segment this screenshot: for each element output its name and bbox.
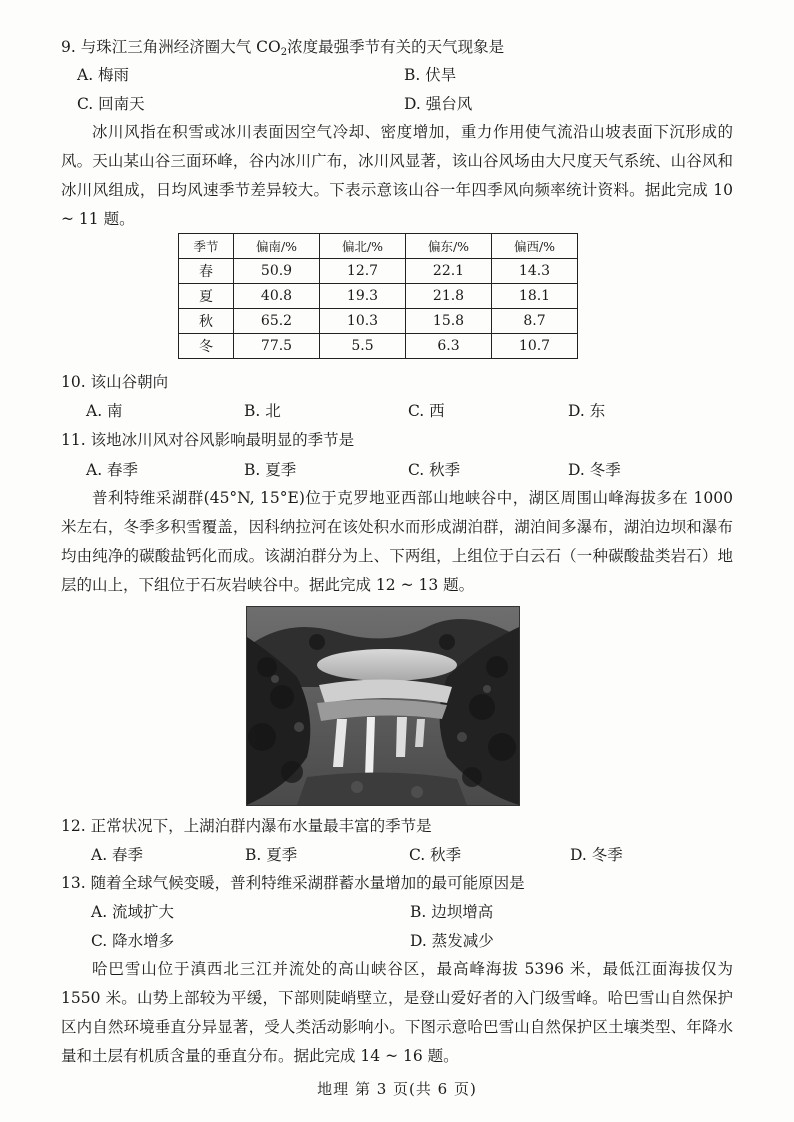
table-header-cell: 偏西/%	[492, 234, 578, 259]
q13-option-a: A. 流域扩大	[91, 903, 175, 921]
table-header-cell: 偏北/%	[320, 234, 406, 259]
table-cell: 10.3	[320, 309, 406, 334]
table-cell: 秋	[179, 309, 234, 334]
table-cell: 77.5	[234, 334, 320, 359]
question-11-stem: 11. 该地冰川风对谷风影响最明显的季节是	[61, 431, 355, 449]
q11-option-c: C. 秋季	[408, 461, 461, 479]
lake-waterfall-photo	[246, 606, 520, 806]
table-cell: 12.7	[320, 259, 406, 284]
table-row	[179, 284, 578, 309]
q11-option-b: B. 夏季	[244, 461, 297, 479]
table-cell: 65.2	[234, 309, 320, 334]
q9-option-a: A. 梅雨	[77, 66, 130, 84]
table-cell: 5.5	[320, 334, 406, 359]
question-13-stem: 13. 随着全球气候变暖，普利特维采湖群蓄水量增加的最可能原因是	[61, 874, 525, 892]
q11-option-a: A. 春季	[86, 461, 139, 479]
q10-option-d: D. 东	[568, 402, 606, 420]
question-10-stem: 10. 该山谷朝向	[61, 373, 169, 391]
passage-plitvice-lakes: 普利特维采湖群(45°N, 15°E)位于克罗地亚西部山地峡谷中，湖区周围山峰海拔多在 1000 米左右，冬季多积雪覆盖，因科纳拉河在该处积水而形成湖泊群，湖泊间多瀑布，湖泊边坝和瀑布均由纯净的碳酸盐钙化而成。该湖泊群分为上、下两组，上组位于白云石（一种碳酸盐类岩石）地层的山上，下组位于石灰岩峡谷中。据此完成 12 ~ 13 题。	[61, 489, 733, 594]
q13-option-c: C. 降水增多	[91, 932, 175, 950]
question-12-stem: 12. 正常状况下，上湖泊群内瀑布水量最丰富的季节是	[61, 817, 432, 835]
question-9-stem: 9. 与珠江三角洲经济圈大气 $CO_2$浓度最强季节有关的天气现象是	[61, 38, 505, 58]
wind-frequency-table	[178, 233, 578, 359]
q10-option-b: B. 北	[244, 402, 281, 420]
q12-option-a: A. 春季	[91, 846, 144, 864]
table-cell: 21.8	[406, 284, 492, 309]
table-cell: 19.3	[320, 284, 406, 309]
table-cell: 14.3	[492, 259, 578, 284]
table-cell: 15.8	[406, 309, 492, 334]
q10-option-a: A. 南	[86, 402, 123, 420]
table-cell: 18.1	[492, 284, 578, 309]
table-cell: 6.3	[406, 334, 492, 359]
q9-option-b: B. 伏旱	[404, 66, 457, 84]
table-cell: 50.9	[234, 259, 320, 284]
lake-waterfall-illustration	[247, 607, 519, 805]
q13-option-d: D. 蒸发减少	[410, 932, 494, 950]
q9-option-d: D. 强台风	[404, 95, 473, 113]
table-header-cell: 偏南/%	[234, 234, 320, 259]
table-cell: 40.8	[234, 284, 320, 309]
page-footer: 地理 第 3 页(共 6 页)	[317, 1080, 477, 1098]
q11-option-d: D. 冬季	[568, 461, 621, 479]
table-cell: 春	[179, 259, 234, 284]
q12-option-d: D. 冬季	[570, 846, 623, 864]
passage-haba-snow-mountain: 哈巴雪山位于滇西北三江并流处的高山峡谷区，最高峰海拔 5396 米，最低江面海拔仅为1550 米。山势上部较为平缓，下部则陡峭壁立，是登山爱好者的入门级雪峰。哈巴雪山自然保护区内自然环境垂直分异显著，受人类活动影响小。下图示意哈巴雪山自然保护区土壤类型、年降水量和土层有机质含量的垂直分布。据此完成 14 ~ 16 题。	[61, 960, 733, 1065]
table-row	[179, 259, 578, 284]
table-cell: 22.1	[406, 259, 492, 284]
q10-option-c: C. 西	[408, 402, 445, 420]
table-row	[179, 334, 578, 359]
q9-option-c: C. 回南天	[77, 95, 145, 113]
table-cell: 夏	[179, 284, 234, 309]
q12-option-c: C. 秋季	[409, 846, 462, 864]
table-header-row	[179, 234, 578, 259]
passage-glacier-wind: 冰川风指在积雪或冰川表面因空气冷却、密度增加，重力作用使气流沿山坡表面下沉形成的风。天山某山谷三面环峰，谷内冰川广布，冰川风显著，该山谷风场由大尺度天气系统、山谷风和冰川风组成，日均风速季节差异较大。下表示意该山谷一年四季风向频率统计资料。据此完成 10 ~ 11 题。	[61, 123, 733, 228]
table-cell: 10.7	[492, 334, 578, 359]
table-header-cell: 偏东/%	[406, 234, 492, 259]
table-header-cell: 季节	[179, 234, 234, 259]
table-row	[179, 309, 578, 334]
table-cell: 8.7	[492, 309, 578, 334]
table-cell: 冬	[179, 334, 234, 359]
q13-option-b: B. 边坝增高	[410, 903, 494, 921]
q12-option-b: B. 夏季	[245, 846, 298, 864]
